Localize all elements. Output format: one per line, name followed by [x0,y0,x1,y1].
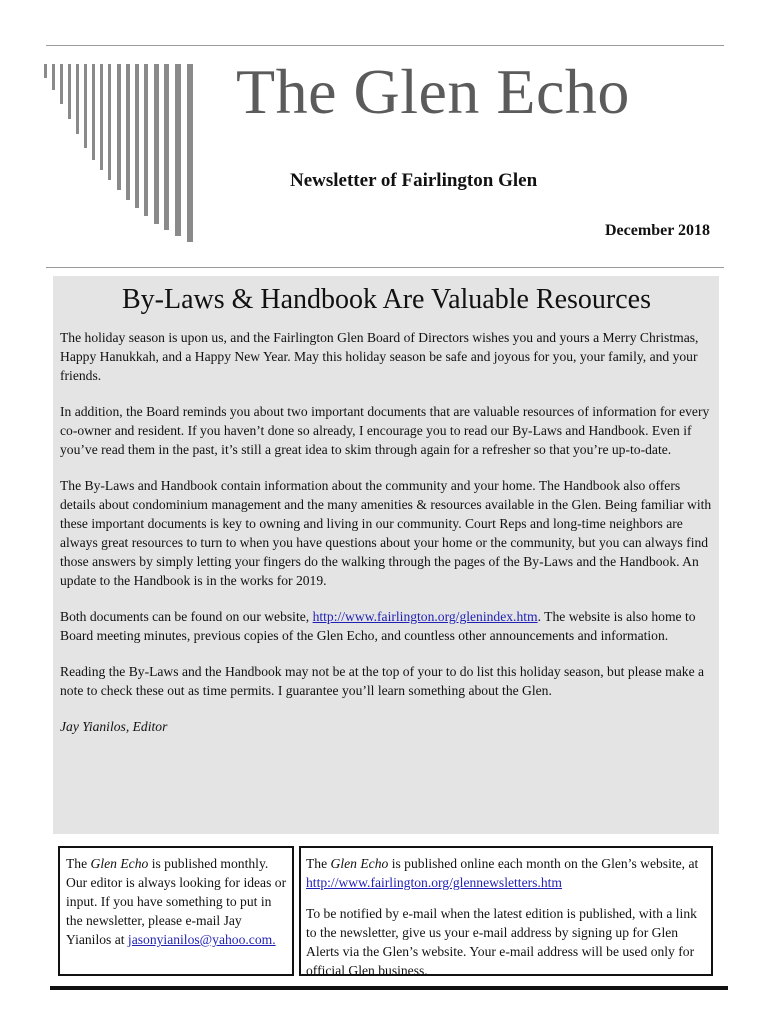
newsletter-subtitle: Newsletter of Fairlington Glen [290,170,538,191]
top-rule [46,45,724,46]
publication-info-box [58,846,294,976]
online-info-box [299,846,713,976]
article-paragraph-3: The By-Laws and Handbook contain information about the community and your home. The Handbook also offers details about condominium management and the many amenities & resources available in the Glen. Being familiar with these important documents is key to owning and living in our community. Court Reps and long-time neighbors are always great resources to turn to when you have questions about your home or the community, but you can always find those answers by simply letting your fingers do the walking through the pages of the By-Laws and the Handbook. An update to the Handbook is in the works for 2019. [60,478,712,588]
article-paragraph-4 [60,607,713,645]
online-info-text [306,854,705,892]
bottom-rule [50,986,728,990]
website-link[interactable]: http://www.fairlington.org/glenindex.htm [312,609,538,624]
article-signature: Jay Yianilos, Editor [60,719,168,734]
box-right-the: The [306,856,331,871]
newsletters-link[interactable]: http://www.fairlington.org/glennewsletters.htm [306,875,562,890]
newsletter-title: The Glen Echo [236,56,630,127]
email-notify-text: To be notified by e-mail when the latest edition is published, with a link to the newsletter, give us your e-mail address by signing up for Glen Alerts via the Glen’s website. Your e-mail address will be used only for official Glen business. [306,906,697,978]
box-right-body: is published online each month on the Glen’s website, at [388,856,699,871]
paragraph-4-lead: Both documents can be found on our website, [60,609,313,624]
masthead-bars-graphic [44,64,194,244]
box-left-the: The [66,856,91,871]
box-right-title: Glen Echo [330,856,389,871]
article-paragraph-5: Reading the By-Laws and the Handbook may not be at the top of your to do list this holiday season, but please make a note to check these out as time permits. I guarantee you’ll learn something about the Glen. [60,664,705,698]
article-paragraph-2: In addition, the Board reminds you about two important documents that are valuable resources of information for every co-owner and resident. If you haven’t done so already, I encourage you to read our By-Laws and Handbook. Even if you’ve read them in the past, it’s still a great idea to skim through again for a refresher so that you’re up-to-date. [60,404,710,457]
publication-info-text [66,854,287,949]
editor-email-link[interactable]: jasonyianilos@yahoo.com. [127,932,276,947]
masthead-divider [46,267,724,268]
box-left-body: is published monthly. Our editor is always looking for ideas or input. If you have something to put in the newsletter, please e-mail Jay Yianilos at [66,856,287,947]
paragraph-4-tail: . The website is also home to Board meeting minutes, previous copies of the Glen Echo, and countless other announcements and information. [60,609,696,643]
article-headline: By-Laws & Handbook Are Valuable Resources [121,284,652,315]
main-article [53,276,719,834]
article-paragraph-1: The holiday season is upon us, and the Fairlington Glen Board of Directors wishes you and yours a Merry Christmas, Happy Hanukkah, and a Happy New Year. May this holiday season be safe and joyous for you, your family, and your friends. [60,330,699,383]
box-left-title: Glen Echo [90,856,149,871]
issue-date: December 2018 [605,222,710,239]
